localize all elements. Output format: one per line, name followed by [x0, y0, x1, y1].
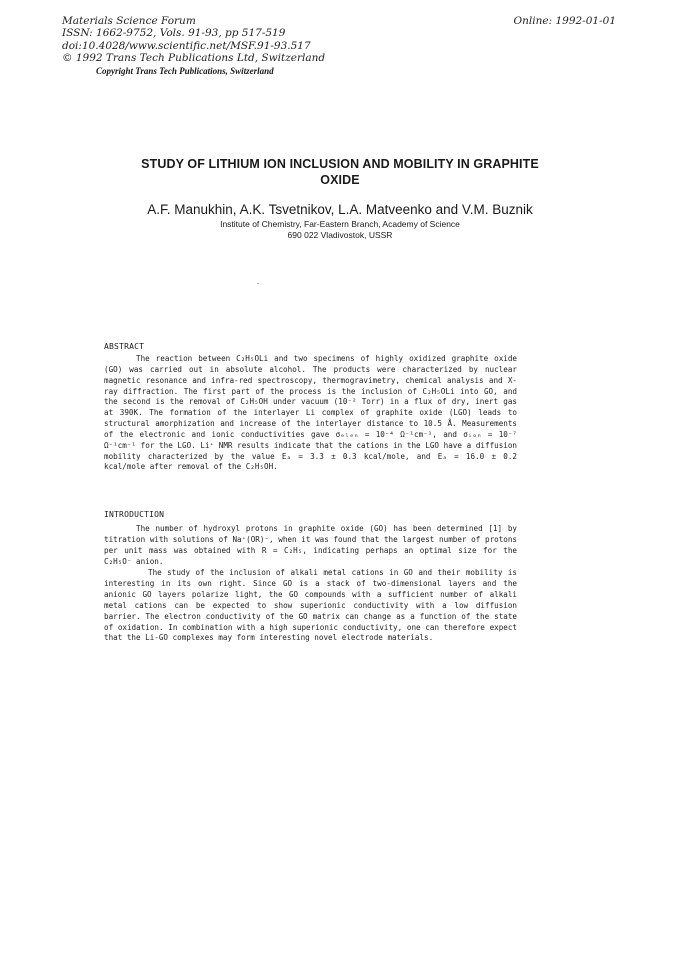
introduction-paragraph-2: The study of the inclusion of alkali metal cations in GO and their mobility is interesting in its own right. Since GO is a stack of two-dimensional layers and the anionic GO layers polarize light, the GO compounds with a sufficient number of alkali metal cations can be expected to show superionic conductivity with a low diffusion barrier. The electron conductivity of the GO matrix can change as a function of the state of oxidation. In combination with a high superionic conductivity, one can therefore expect that the Li-GO complexes may form interesting novel electrode materials.	[104, 568, 517, 643]
affiliation	[80, 219, 600, 241]
publisher-copyright: Copyright Trans Tech Publications, Switzerland	[96, 66, 274, 76]
scan-speck	[257, 283, 259, 284]
doi-link[interactable]: doi:10.4028/www.scientific.net/MSF.91-93.517	[62, 39, 311, 52]
issn-line: ISSN: 1662-9752, Vols. 91-93, pp 517-519	[62, 27, 286, 40]
abstract-heading: ABSTRACT	[104, 342, 145, 351]
affiliation-institute: Institute of Chemistry, Far-Eastern Branch, Academy of Science	[220, 219, 460, 229]
introduction-heading: INTRODUCTION	[104, 510, 165, 519]
introduction-body	[104, 524, 517, 644]
introduction-paragraph-1: The number of hydroxyl protons in graphite oxide (GO) has been determined [1] by titration with solutions of Na⁺(OR)⁻, when it was found that the largest number of protons per unit mass was obtained with R = C₂H₅, indicating perhaps an optimal size for the C₂H₅O⁻ anion.	[104, 524, 517, 566]
paper-title	[80, 156, 600, 188]
title-line-1: STUDY OF LITHIUM ION INCLUSION AND MOBILITY IN GRAPHITE	[141, 157, 539, 171]
title-line-2: OXIDE	[320, 173, 360, 187]
journal-name: Materials Science Forum	[62, 15, 196, 27]
abstract-body	[104, 354, 517, 473]
journal-header	[62, 15, 325, 64]
affiliation-address: 690 022 Vladivostok, USSR	[287, 230, 393, 240]
online-date: Online: 1992-01-01	[513, 15, 616, 27]
copyright-line: © 1992 Trans Tech Publications Ltd, Switzerland	[62, 51, 326, 64]
abstract-paragraph: The reaction between C₂H₅OLi and two specimens of highly oxidized graphite oxide (GO) was carried out in absolute alcohol. The products were characterized by nuclear magnetic resonance and infra-red spectroscopy, thermogravimetry, chemical analysis and X-ray diffraction. The first part of the process is the inclusion of C₂H₅OLi into GO, and the second is the removal of C₂H₅OH under vacuum (10⁻² Torr) in a flux of dry, inert gas at 390K. The formation of the interlayer Li complex of graphite oxide (LGO) leads to structural amorphization and increase of the interlayer distance to 10.5 Å. Measurements of the electronic and ionic conductivities gave σₑₗₑₙ = 10⁻⁴ Ω⁻¹cm⁻¹, and σᵢₒₙ = 10⁻⁷ Ω⁻¹cm⁻¹ for the LGO. Li⁺ NMR results indicate that the cations in the LGO have a diffusion mobility characterized by the value Eₐ = 3.3 ± 0.3 kcal/mole, and Eₐ = 16.0 ± 0.2 kcal/mole after removal of the C₂H₅OH.	[104, 354, 517, 472]
author-list: A.F. Manukhin, A.K. Tsvetnikov, L.A. Matveenko and V.M. Buznik	[147, 202, 533, 217]
